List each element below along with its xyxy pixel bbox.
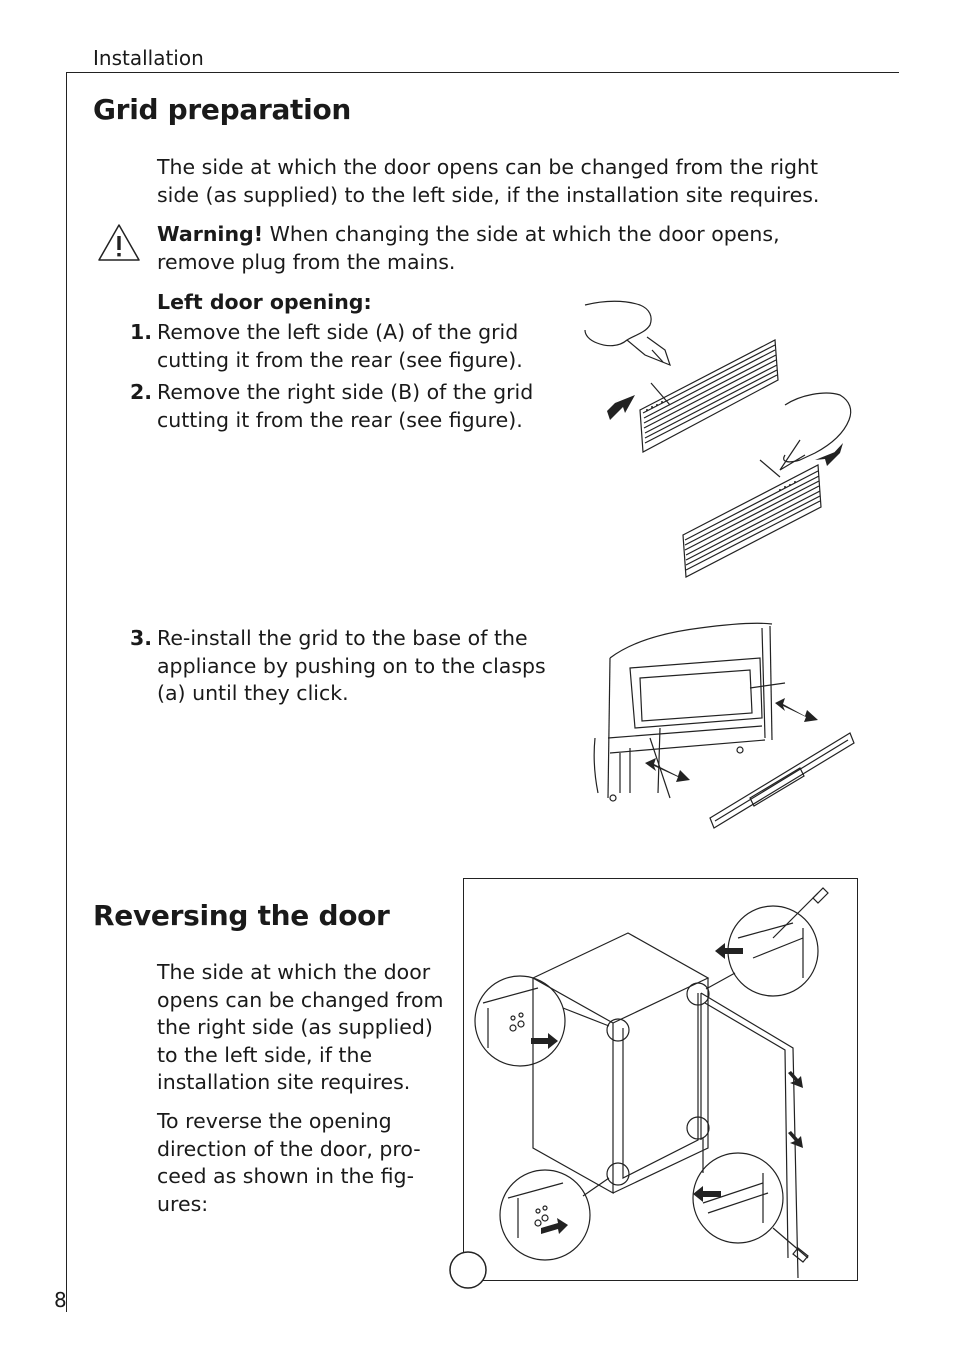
step-3 <box>130 625 577 708</box>
grid-reinstall-figure <box>590 618 860 833</box>
step-text: Remove the right side (B) of the grid cutting it from the rear (see figure). <box>157 380 534 432</box>
warning-paragraph <box>157 221 857 276</box>
margin-rule <box>66 72 67 1312</box>
door-reversal-figure <box>463 878 858 1281</box>
reversing-paragraph-2: To reverse the opening direction of the door, pro-ceed as shown in the fig-ures: <box>157 1109 421 1216</box>
left-door-heading: Left door opening: <box>157 290 372 314</box>
step-2 <box>130 379 537 434</box>
header-rule <box>66 72 899 73</box>
step-number: 3. <box>130 626 153 650</box>
grid-cutting-figure <box>575 295 865 590</box>
page-number: 8 <box>54 1288 67 1312</box>
warning-triangle-icon <box>96 222 142 264</box>
step-text: Remove the left side (A) of the grid cutting it from the rear (see figure). <box>157 320 523 372</box>
step-1 <box>130 319 537 374</box>
reversing-paragraph-1: The side at which the door opens can be changed from the right side (as supplied) to the left side, if the installation site requires. <box>157 960 444 1094</box>
step-number: 1. <box>130 320 153 344</box>
reversing-door-title: Reversing the door <box>93 899 390 932</box>
warning-text: When changing the side at which the door opens, remove plug from the mains. <box>157 222 780 274</box>
warning-label: Warning! <box>157 222 264 246</box>
grid-intro-paragraph: The side at which the door opens can be changed from the right side (as supplied) to the left side, if the installation site requires. <box>157 155 820 207</box>
grid-preparation-title: Grid preparation <box>93 93 352 126</box>
step-text: Re-install the grid to the base of the appliance by pushing on to the clasps (a) until they click. <box>157 626 546 705</box>
step-number: 2. <box>130 380 153 404</box>
running-header: Installation <box>93 46 204 70</box>
